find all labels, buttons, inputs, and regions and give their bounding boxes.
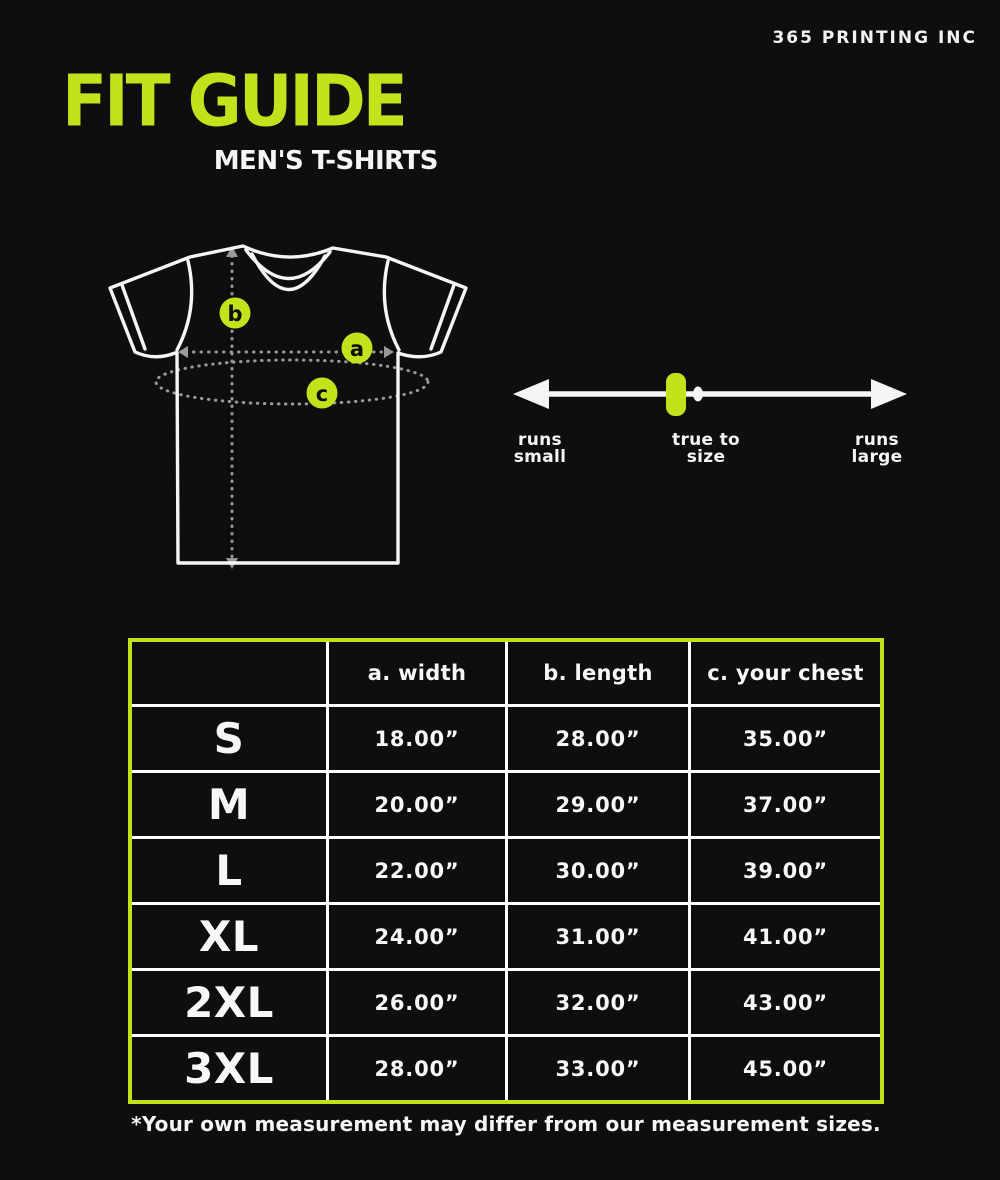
table-row-size-2xl: 2XL: [132, 971, 326, 1034]
tshirt-measurement-diagram: [80, 230, 500, 590]
width-arrow-right: [384, 346, 394, 358]
left-armhole-seam: [177, 261, 192, 350]
right-cuff-line: [431, 285, 454, 349]
table-row-size-m: M: [132, 773, 326, 836]
table-cell-l-length: 30.00”: [508, 839, 688, 902]
marker-b-label: b: [227, 302, 243, 326]
table-cell-xl-length: 31.00”: [508, 905, 688, 968]
marker-c-label: c: [315, 382, 329, 406]
table-cell-3xl-width: 28.00”: [329, 1037, 505, 1100]
table-cell-s-length: 28.00”: [508, 707, 688, 770]
scale-arrow-left: [513, 379, 549, 409]
title-block: [62, 59, 438, 176]
table-row-size-s: S: [132, 707, 326, 770]
brand-name: 365 PRINTING INC: [772, 28, 977, 48]
scale-label-runs-large: runs large: [851, 430, 903, 467]
collar-inner-line: [252, 254, 325, 290]
table-row-size-l: L: [132, 839, 326, 902]
marker-a-label: a: [349, 337, 365, 361]
table-header-width: a. width: [329, 642, 505, 704]
table-corner-cell: [132, 642, 326, 704]
page-subtitle: MEN'S T-SHIRTS: [213, 146, 438, 176]
left-cuff-line: [122, 285, 145, 349]
table-cell-3xl-length: 33.00”: [508, 1037, 688, 1100]
tshirt-outline: [110, 246, 466, 563]
measurement-disclaimer: *Your own measurement may differ from our measurement sizes.: [131, 1112, 881, 1136]
table-cell-m-chest: 37.00”: [691, 773, 880, 836]
table-cell-xl-width: 24.00”: [329, 905, 505, 968]
page-title: FIT GUIDE: [62, 59, 405, 143]
fit-scale: [505, 365, 915, 425]
scale-arrow-right: [871, 379, 907, 409]
table-cell-s-chest: 35.00”: [691, 707, 880, 770]
table-cell-l-chest: 39.00”: [691, 839, 880, 902]
table-cell-xl-chest: 41.00”: [691, 905, 880, 968]
scale-label-true-to-size: true to size: [672, 430, 740, 467]
table-cell-l-width: 22.00”: [329, 839, 505, 902]
scale-marker-true-to-size: [666, 373, 686, 416]
table-header-length: b. length: [508, 642, 688, 704]
scale-label-runs-small: runs small: [513, 430, 567, 467]
table-cell-m-length: 29.00”: [508, 773, 688, 836]
table-cell-2xl-length: 32.00”: [508, 971, 688, 1034]
table-cell-2xl-chest: 43.00”: [691, 971, 880, 1034]
table-header-chest: c. your chest: [691, 642, 880, 704]
right-armhole-seam: [384, 261, 399, 350]
table-cell-m-width: 20.00”: [329, 773, 505, 836]
table-row-size-3xl: 3XL: [132, 1037, 326, 1100]
scale-dot: [693, 387, 703, 402]
table-cell-2xl-width: 26.00”: [329, 971, 505, 1034]
table-cell-s-width: 18.00”: [329, 707, 505, 770]
size-table: [128, 638, 884, 1104]
measurement-markers: [220, 298, 373, 409]
table-row-size-xl: XL: [132, 905, 326, 968]
table-cell-3xl-chest: 45.00”: [691, 1037, 880, 1100]
chest-ellipse-dotted-line: [156, 360, 428, 404]
